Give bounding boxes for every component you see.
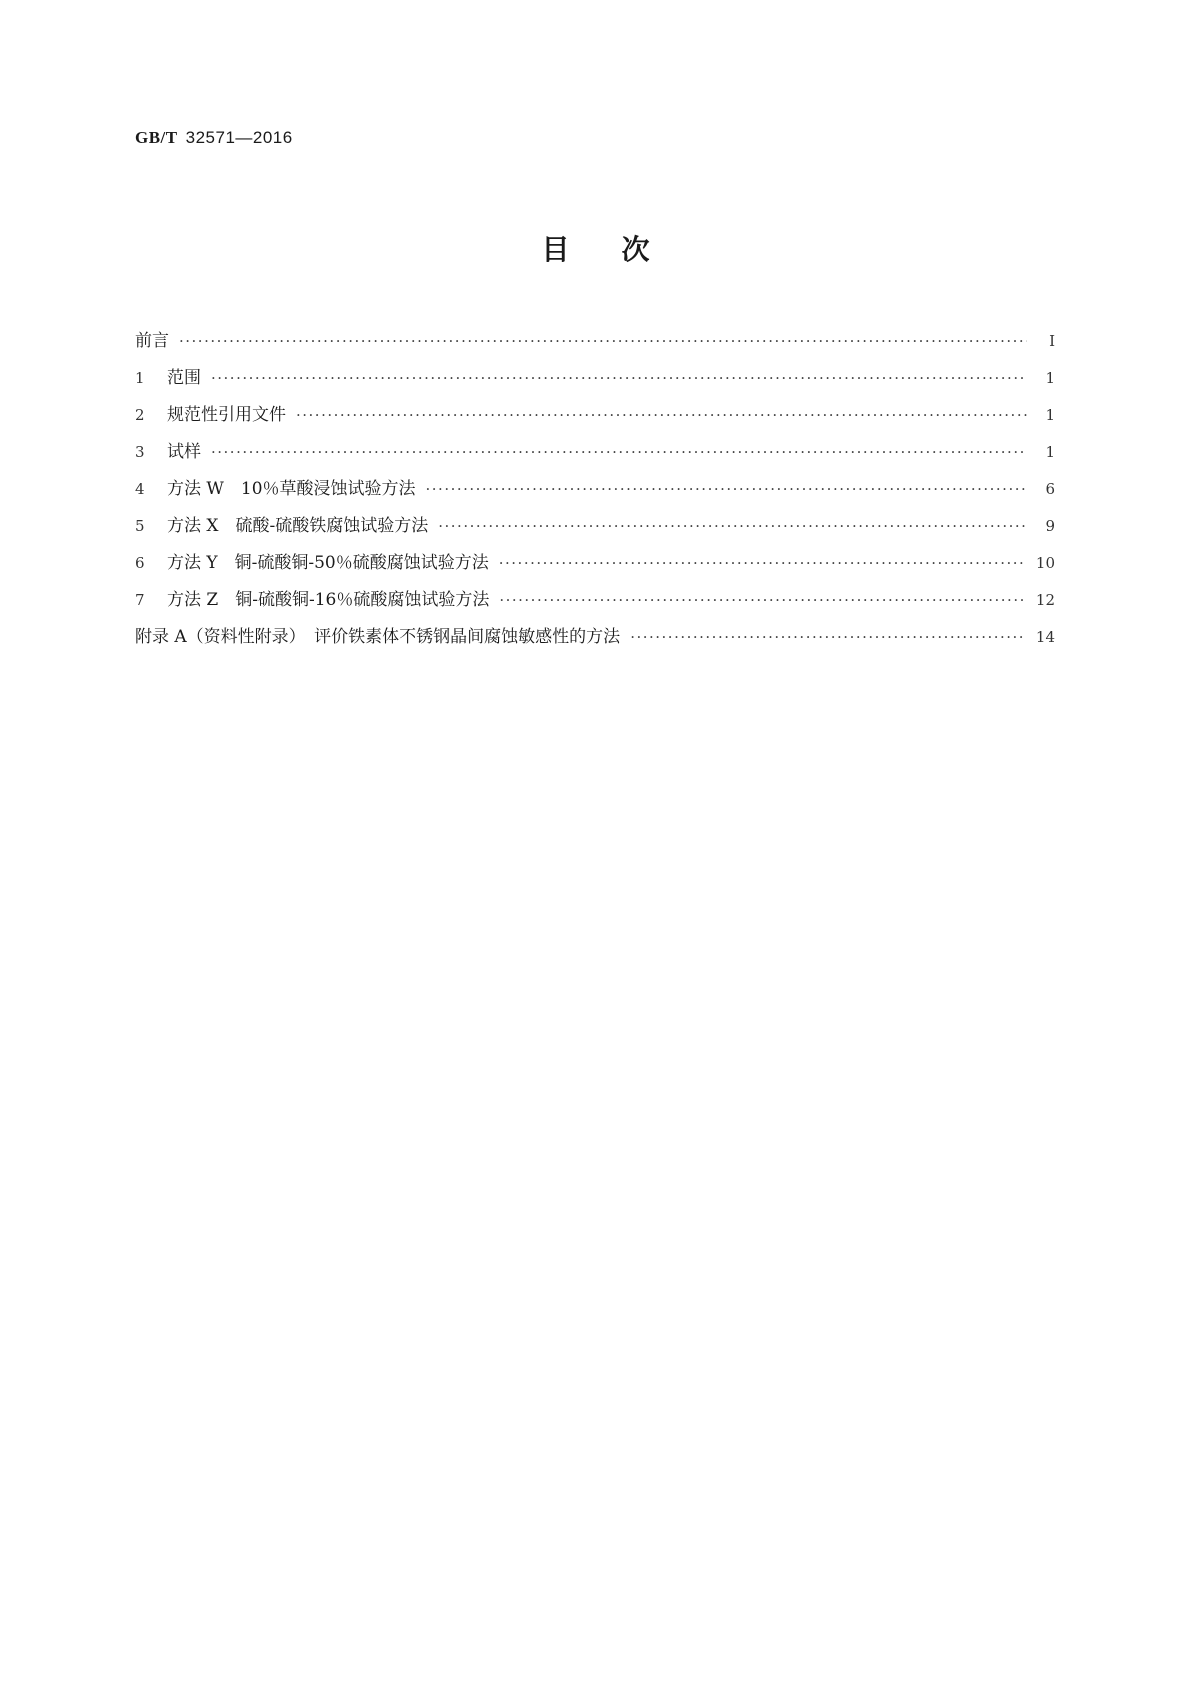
standard-number: 32571—2016 bbox=[185, 128, 293, 147]
toc-leader-dots bbox=[179, 332, 1027, 350]
toc-entry-number: 4 bbox=[135, 480, 145, 498]
toc-leader-dots bbox=[426, 480, 1027, 498]
toc-entry-label: 方法 X 硫酸-硫酸铁腐蚀试验方法 bbox=[167, 516, 429, 536]
toc-entry-number: 2 bbox=[135, 406, 145, 424]
toc-leader-dots bbox=[211, 443, 1027, 461]
toc-entry-foreword[interactable] bbox=[135, 326, 1055, 363]
toc-entry-specimens[interactable] bbox=[135, 437, 1055, 474]
toc-entry-page: 1 bbox=[1045, 369, 1055, 387]
toc-leader-dots bbox=[499, 591, 1024, 609]
toc-entry-annex-a[interactable] bbox=[135, 622, 1055, 659]
toc-entry-page: 1 bbox=[1045, 406, 1055, 424]
toc-entry-label: 方法 W 10％草酸浸蚀试验方法 bbox=[167, 479, 416, 499]
toc-entry-scope[interactable] bbox=[135, 363, 1055, 400]
toc-entry-number: 7 bbox=[135, 591, 145, 609]
toc-entry-page: 6 bbox=[1045, 480, 1055, 498]
toc-entry-page: 1 bbox=[1045, 443, 1055, 461]
toc-entry-label: 方法 Y 铜-硫酸铜-50％硫酸腐蚀试验方法 bbox=[167, 553, 489, 573]
toc-entry-page: 10 bbox=[1035, 554, 1055, 572]
toc-entry-label: 附录 A（资料性附录） 评价铁素体不锈钢晶间腐蚀敏感性的方法 bbox=[135, 627, 621, 647]
toc-entry-method-x[interactable] bbox=[135, 511, 1055, 548]
table-of-contents bbox=[135, 326, 1055, 659]
toc-entry-method-y[interactable] bbox=[135, 548, 1055, 585]
standard-code bbox=[135, 128, 293, 148]
toc-entry-label: 前言 bbox=[135, 331, 169, 351]
toc-leader-dots bbox=[438, 517, 1027, 535]
toc-entry-page: 9 bbox=[1045, 517, 1055, 535]
toc-entry-page: 14 bbox=[1035, 628, 1055, 646]
toc-entry-number: 6 bbox=[135, 554, 145, 572]
toc-entry-label: 范围 bbox=[167, 368, 201, 388]
toc-leader-dots bbox=[630, 628, 1024, 646]
toc-entry-normative-references[interactable] bbox=[135, 400, 1055, 437]
toc-entry-method-z[interactable] bbox=[135, 585, 1055, 622]
toc-leader-dots bbox=[296, 406, 1027, 424]
standard-prefix: GB/T bbox=[135, 128, 178, 147]
toc-entry-label: 规范性引用文件 bbox=[167, 405, 286, 425]
toc-entry-page: 12 bbox=[1035, 591, 1055, 609]
toc-leader-dots bbox=[499, 554, 1024, 572]
toc-leader-dots bbox=[211, 369, 1027, 387]
toc-entry-label: 方法 Z 铜-硫酸铜-16％硫酸腐蚀试验方法 bbox=[167, 590, 490, 610]
toc-entry-number: 3 bbox=[135, 443, 145, 461]
page-title: 目次 bbox=[541, 233, 702, 266]
toc-entry-number: 1 bbox=[135, 369, 145, 387]
toc-entry-page: Ⅰ bbox=[1049, 332, 1055, 350]
toc-entry-number: 5 bbox=[135, 517, 145, 535]
toc-entry-label: 试样 bbox=[167, 442, 201, 462]
toc-entry-method-w[interactable] bbox=[135, 474, 1055, 511]
